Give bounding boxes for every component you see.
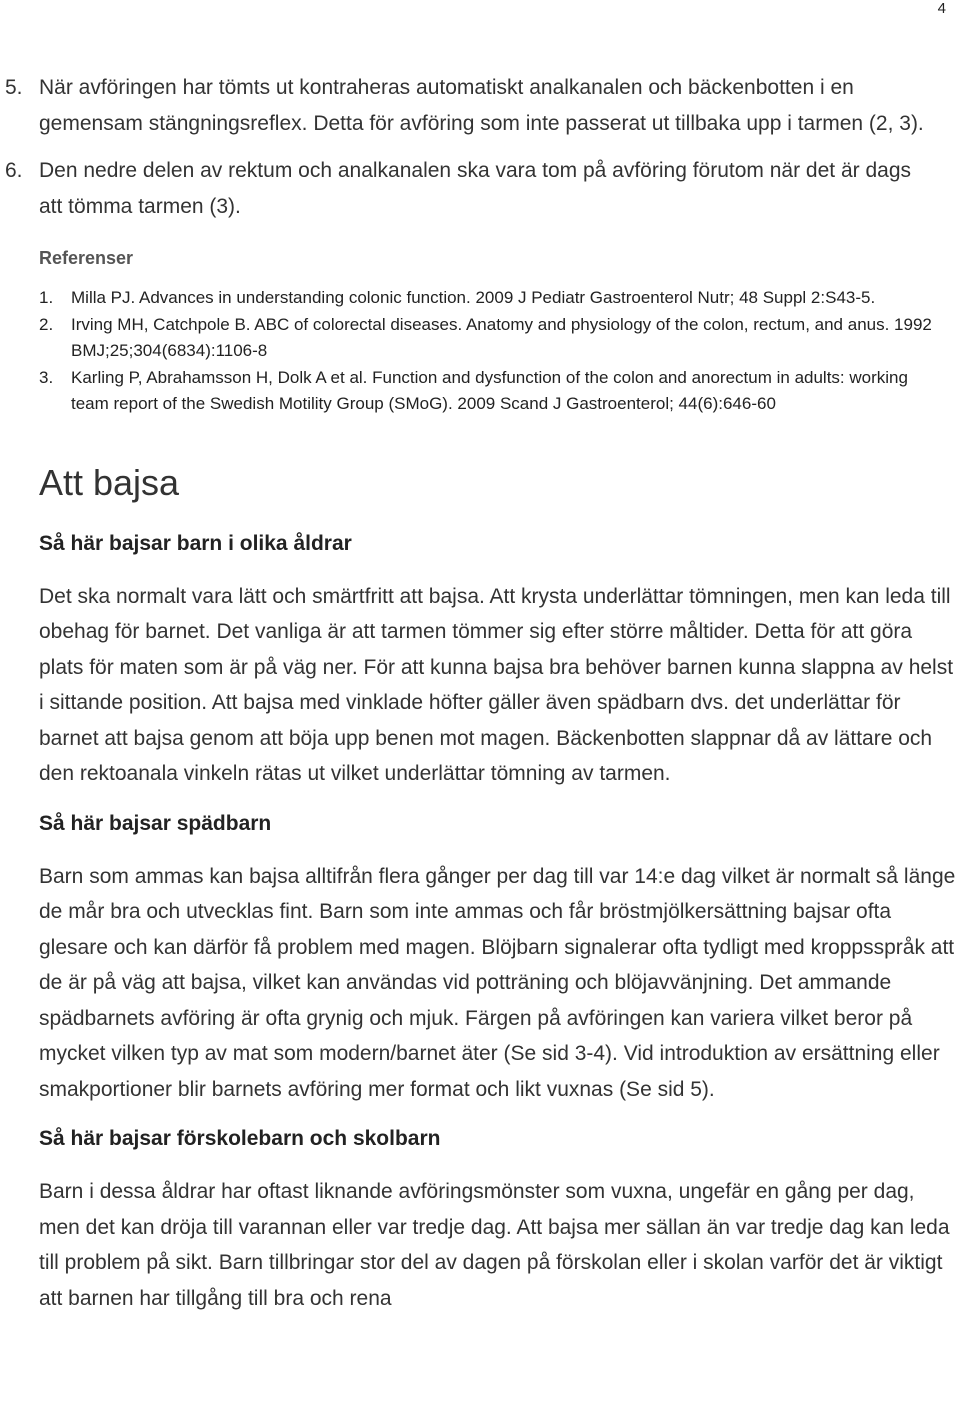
reference-text: Karling P, Abrahamsson H, Dolk A et al. Function and dysfunction of the colon and anorectum in adults: working team report of the Swedish Motility Group (SMoG). 2009 Scand J Gastroenterol; 44(6):646-60 bbox=[71, 367, 908, 413]
reference-item bbox=[0, 365, 960, 418]
numbered-item bbox=[0, 153, 960, 224]
reference-number: 2. bbox=[39, 314, 54, 334]
numbered-item bbox=[0, 70, 960, 141]
section-heading: Så här bajsar förskolebarn och skolbarn bbox=[39, 1127, 441, 1150]
section-heading: Så här bajsar spädbarn bbox=[39, 811, 272, 835]
references-heading: Referenser bbox=[39, 248, 134, 268]
section-paragraph: Det ska normalt vara lätt och smärtfritt att bajsa. Att krysta underlättar tömningen, men kan leda till obehag för barnet. Det vanliga är att tarmen tömmer sig efter större måltider. Detta för att göra plats för maten som är på väg ner. För att kunna bajsa bra behöver barnen kunna slappna av helst i sittande position. Att bajsa med vinklade höfter gäller även spädbarn dvs. det underlättar för barnet att bajsa genom att böja upp benen mot magen. Bäckenbotten slappnar då av lättare och den rektoanala vinkeln rätas ut vilket underlättar tömning av tarmen. bbox=[39, 584, 954, 785]
item-number: 5. bbox=[5, 76, 23, 99]
reference-text: Irving MH, Catchpole B. ABC of colorectal diseases. Anatomy and physiology of the colon, rectum, and anus. 1992 BMJ;25;304(6834):1106-8 bbox=[71, 314, 932, 360]
reference-number: 3. bbox=[39, 367, 54, 387]
reference-text: Milla PJ. Advances in understanding colonic function. 2009 J Pediatr Gastroenterol Nutr; 48 Suppl 2:S43-5. bbox=[71, 288, 876, 307]
reference-item bbox=[0, 285, 960, 312]
item-number: 6. bbox=[5, 159, 23, 182]
section-heading: Så här bajsar barn i olika åldrar bbox=[39, 531, 352, 555]
section-paragraph: Barn som ammas kan bajsa alltifrån flera gånger per dag till var 14:e dag vilket är normalt så länge de mår bra och utvecklas fint. Barn som inte ammas och får bröstmjölkersättning bajsar ofta glesare och kan därför få problem med magen. Blöjbarn signalerar ofta tydligt med kroppsspråk att de är på väg att bajsa, vilket kan användas vid potträning och blöjavvänjning. Det ammande spädbarnets avföring är ofta grynig och mjuk. Färgen på avföringen kan variera vilket beror på mycket vilken typ av mat som modern/barnet äter (Se sid 3-4). Vid introduktion av ersättning eller smakportioner blir barnets avföring mer format och likt vuxnas (Se sid 5). bbox=[39, 864, 956, 1101]
references-list bbox=[0, 285, 960, 418]
main-heading: Att bajsa bbox=[39, 461, 180, 503]
reference-number: 1. bbox=[39, 288, 54, 307]
page-number: 4 bbox=[937, 0, 946, 17]
document-body bbox=[0, 70, 960, 1316]
item-text: När avföringen har tömts ut kontraheras automatiskt analkanalen och bäckenbotten i en gemensam stängningsreflex. Detta för avföring som inte passerat ut tillbaka upp i tarmen (2, 3). bbox=[39, 76, 924, 135]
section-paragraph: Barn i dessa åldrar har oftast liknande avföringsmönster som vuxna, ungefär en gång per dag, men det kan dröja till varannan eller var tredje dag. Att bajsa mer sällan än var tredje dag kan leda till problem på sikt. Barn tillbringar stor del av dagen på förskolan eller i skolan varför det är viktigt att barnen har tillgång till bra och rena bbox=[39, 1180, 950, 1310]
reference-item bbox=[0, 312, 960, 365]
item-text: Den nedre delen av rektum och analkanalen ska vara tom på avföring förutom när det är dags att tömma tarmen (3). bbox=[39, 159, 912, 218]
